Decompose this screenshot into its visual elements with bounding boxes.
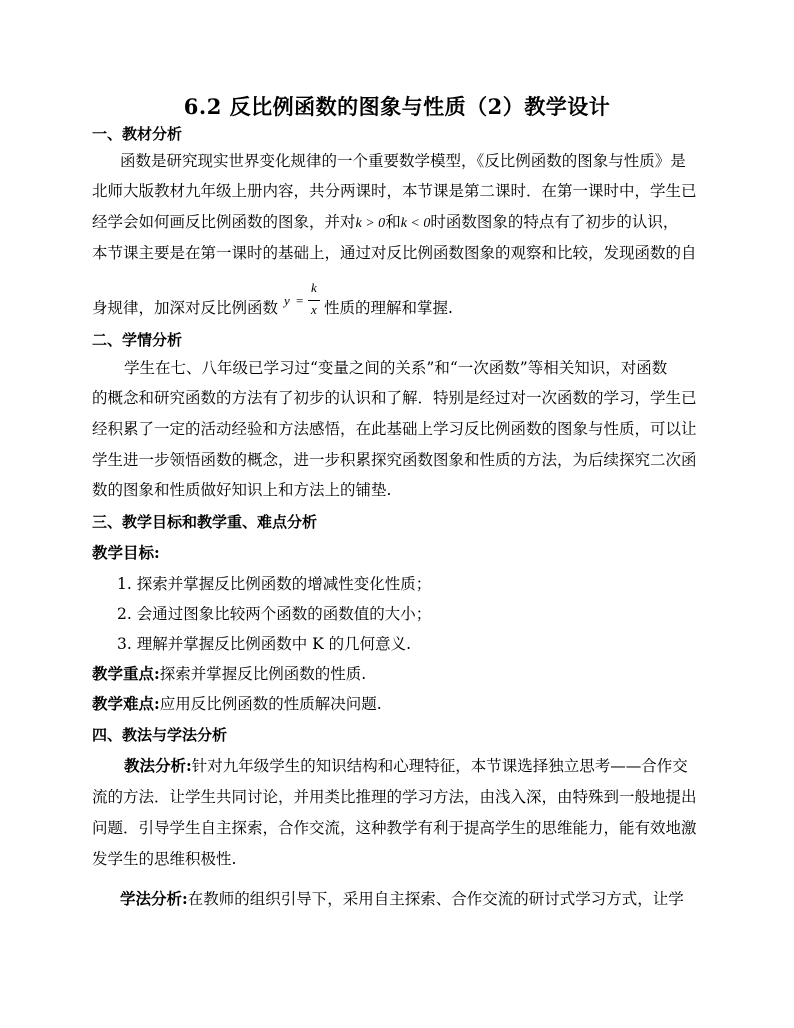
- math-condition-negative: k < 0: [400, 216, 431, 231]
- paragraph-line: 性质的理解和掌握.: [324, 299, 453, 317]
- difficulty-text: 应用反比例函数的性质解决问题.: [159, 695, 382, 713]
- text-segment: 经学会如何画反比例函数的图象，并对: [92, 213, 356, 231]
- inverse-proportion-formula: [284, 280, 324, 324]
- paragraph-line: [92, 212, 678, 234]
- section-heading-textbook-analysis: 一、教材分析: [92, 125, 183, 143]
- paragraph-line: 本节课主要是在第一课时的基础上，通过对反比例函数图象的观察和比较，发现函数的自: [92, 244, 697, 262]
- paragraph-line: 学生进一步领悟函数的概念，进一步积累探究函数图象和性质的方法，为后续探究二次函: [92, 451, 697, 469]
- formula-equals: =: [296, 293, 304, 308]
- section-heading-methods: 四、教法与学法分析: [92, 726, 228, 744]
- text-segment: 针对九年级学生的知识结构和心理特征，本节课选择独立思考——合作交: [191, 757, 688, 775]
- formula-y: y: [284, 293, 290, 308]
- paragraph-line: 北师大版教材九年级上册内容，共分两课时，本节课是第二课时．在第一课时中，学生已: [92, 182, 697, 200]
- fraction-bar: [308, 300, 320, 301]
- difficulty-line: [92, 694, 382, 714]
- difficulty-label: 教学难点:: [92, 694, 160, 713]
- objective-item: 2. 会通过图象比较两个函数的函数值的大小；: [117, 605, 432, 623]
- teaching-method-label: 教法分析:: [124, 756, 192, 775]
- text-segment: 和: [385, 213, 401, 231]
- objective-item: 1. 探索并掌握反比例函数的增减性变化性质；: [117, 575, 432, 593]
- text-segment: 在教师的组织引导下，采用自主探索、合作交流的研讨式学习方式，让学: [187, 890, 684, 908]
- paragraph-line: 学生在七、八年级已学习过“变量之间的关系”和“一次函数”等相关知识，对函数: [124, 359, 668, 377]
- formula-denominator: x: [311, 302, 317, 317]
- section-heading-objectives: 三、教学目标和教学重、难点分析: [92, 513, 318, 531]
- math-condition-positive: k > 0: [355, 216, 386, 231]
- document-title: 6.2 反比例函数的图象与性质（2）教学设计: [183, 94, 611, 119]
- key-point-line: [92, 664, 366, 684]
- key-point-label: 教学重点:: [92, 664, 160, 683]
- paragraph-line: 问题．引导学生自主探索，合作交流，这种教学有利于提高学生的思维能力，能有效地激: [92, 819, 697, 837]
- paragraph-line: [120, 889, 684, 909]
- section-heading-learner-analysis: 二、学情分析: [92, 331, 183, 349]
- paragraph-line: 身规律，加深对反比例函数: [92, 299, 279, 317]
- paragraph-line: 发学生的思维积极性.: [92, 850, 237, 868]
- learning-method-label: 学法分析:: [120, 889, 188, 908]
- paragraph-line: 经积累了一定的活动经验和方法感悟，在此基础上学习反比例函数的图象与性质，可以让: [92, 420, 697, 438]
- objectives-label: 教学目标:: [92, 543, 160, 562]
- paragraph-line: 函数是研究现实世界变化规律的一个重要数学模型，《反比例函数的图象与性质》是: [120, 152, 686, 170]
- paragraph-line: 数的图象和性质做好知识上和方法上的铺垫.: [92, 481, 392, 499]
- paragraph-line: 的概念和研究函数的方法有了初步的认识和了解．特别是经过对一次函数的学习，学生已: [92, 389, 697, 407]
- objective-item: 3. 理解并掌握反比例函数中 K 的几何意义.: [117, 635, 412, 653]
- text-segment: 时函数图象的特点有了初步的认识，: [430, 213, 679, 231]
- paragraph-line: [124, 756, 688, 776]
- key-point-text: 探索并掌握反比例函数的性质.: [159, 665, 367, 683]
- paragraph-line: 流的方法．让学生共同讨论，并用类比推理的学习方法，由浅入深，由特殊到一般地提出: [92, 788, 697, 806]
- formula-numerator: k: [311, 280, 317, 295]
